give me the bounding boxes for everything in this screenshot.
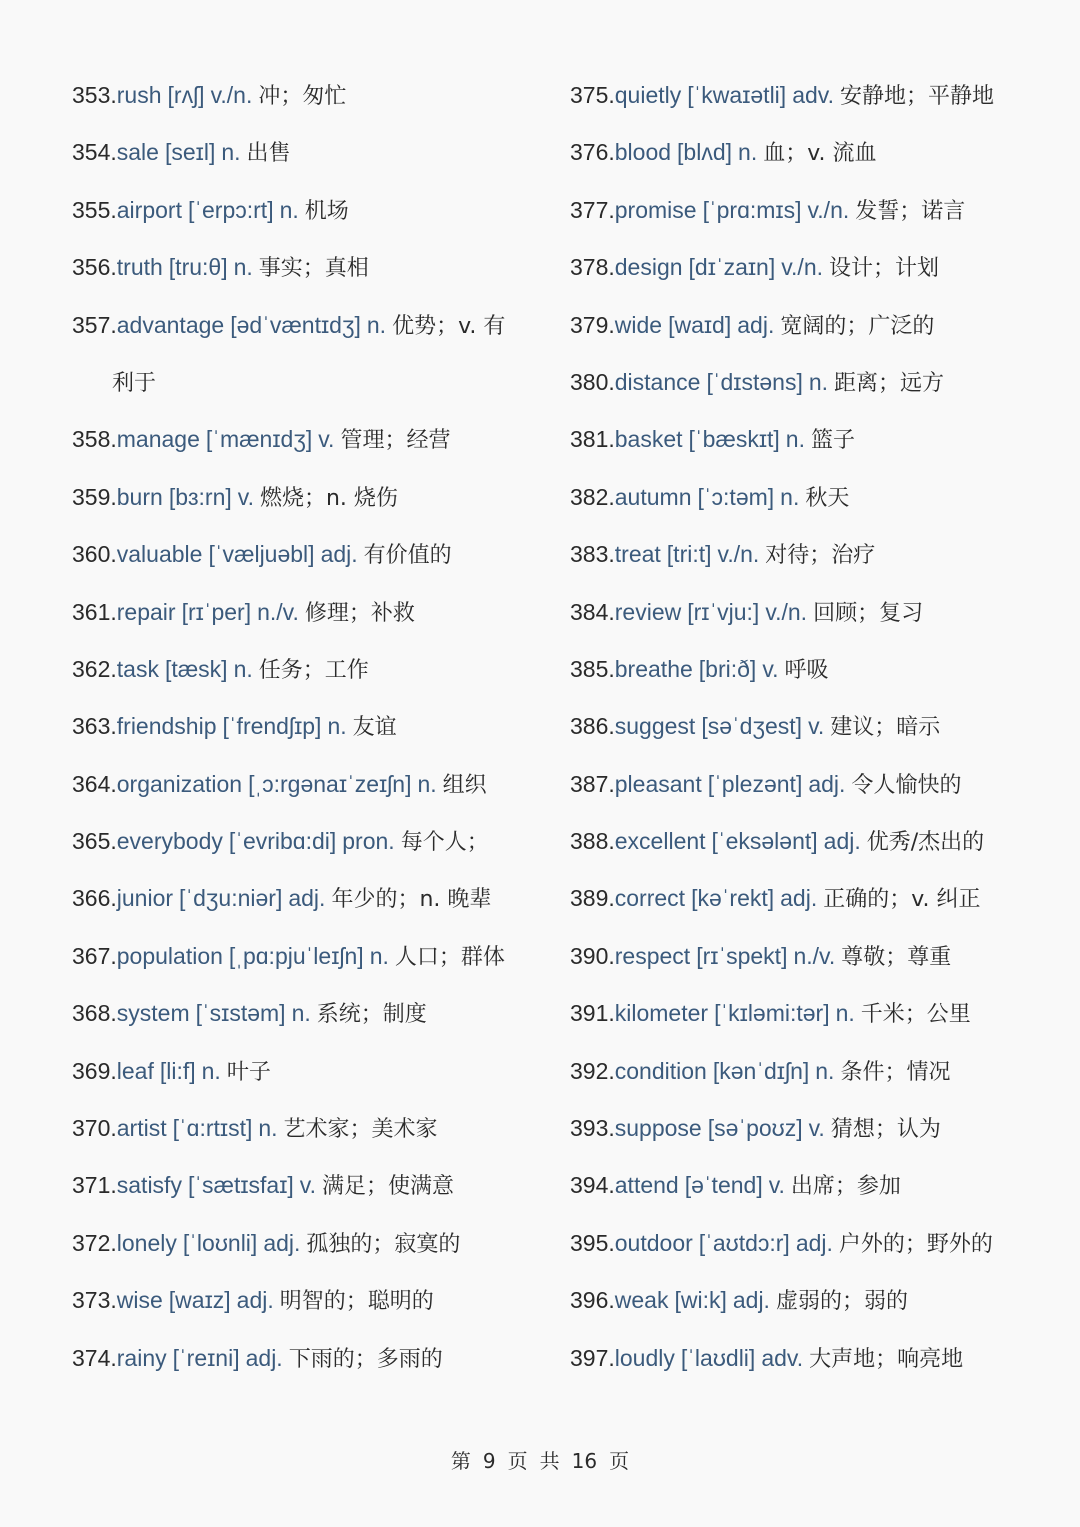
- vocab-number: 369.: [72, 1057, 117, 1084]
- vocab-word: rainy: [116, 1344, 167, 1371]
- vocab-definition: 呼吸: [784, 657, 829, 683]
- vocab-phonetic: [ˈmænɪdʒ]: [205, 426, 313, 453]
- vocab-phonetic: [tru:θ]: [168, 254, 228, 281]
- footer-di: 第: [450, 1449, 471, 1473]
- vocab-phonetic: [tæsk]: [164, 655, 228, 682]
- vocab-definition: 对待；治疗: [765, 543, 876, 569]
- vocab-part-of-speech: n.: [815, 1057, 835, 1084]
- vocab-definition: 户外的；野外的: [838, 1231, 993, 1257]
- vocab-entry: [570, 813, 1070, 870]
- vocab-definition-continued: 利于: [112, 370, 157, 396]
- vocab-definition: 每个人；: [400, 830, 489, 856]
- footer-gong: 共: [539, 1449, 560, 1473]
- vocab-number: 386.: [570, 713, 615, 740]
- vocab-entry: [570, 1330, 1070, 1387]
- vocab-part-of-speech: n.: [366, 311, 387, 338]
- vocab-part-of-speech: n.: [785, 426, 805, 453]
- vocab-part-of-speech: v./n.: [807, 196, 850, 223]
- vocab-word: burn: [116, 483, 163, 510]
- vocab-number: 370.: [72, 1115, 117, 1142]
- vocab-number: 364.: [72, 770, 117, 797]
- vocab-word: population: [116, 942, 223, 969]
- vocab-part-of-speech: v.: [318, 426, 335, 453]
- vocab-word: correct: [614, 885, 686, 912]
- vocab-word: leaf: [116, 1057, 154, 1084]
- vocab-phonetic: [rɪˈspekt]: [696, 942, 788, 969]
- vocab-number: 396.: [570, 1287, 615, 1314]
- vocab-phonetic: [ˈkɪləmi:tər]: [714, 1000, 830, 1027]
- vocab-definition: 建议；暗示: [830, 715, 941, 741]
- vocab-definition: 距离；远方: [834, 370, 945, 396]
- vocab-entry: [570, 354, 1070, 411]
- vocab-phonetic: [səˈpoʊz]: [707, 1115, 803, 1142]
- vocab-entry: [72, 182, 552, 239]
- vocab-number: 363.: [72, 713, 117, 740]
- vocab-part-of-speech: pron.: [342, 828, 395, 855]
- vocab-number: 395.: [570, 1229, 615, 1256]
- vocab-number: 383.: [570, 541, 615, 568]
- vocab-word: everybody: [116, 828, 223, 855]
- vocab-definition: 系统；制度: [316, 1002, 427, 1028]
- vocab-column-right: [570, 67, 1070, 1387]
- vocab-number: 358.: [72, 426, 117, 453]
- vocab-definition: 安静地；平静地: [839, 84, 994, 109]
- vocab-part-of-speech: adj.: [780, 885, 818, 912]
- vocab-definition: 篮子: [810, 428, 855, 454]
- vocab-definition: 虚弱的；弱的: [775, 1289, 908, 1315]
- vocab-entry: [72, 1330, 552, 1387]
- vocab-part-of-speech: v./n.: [781, 254, 824, 281]
- vocab-entry: [570, 756, 1070, 813]
- vocab-word: blood: [614, 139, 672, 166]
- vocab-part-of-speech: v./n.: [210, 82, 253, 108]
- vocab-word: loudly: [614, 1344, 675, 1371]
- vocab-phonetic: [blʌd]: [677, 139, 733, 166]
- vocab-part-of-speech: n.: [780, 483, 800, 510]
- vocab-entry: [72, 756, 552, 813]
- vocab-number: 354.: [72, 139, 117, 166]
- vocab-part-of-speech: n.: [233, 655, 253, 682]
- vocab-word: wide: [614, 311, 663, 338]
- vocab-entry: [72, 1043, 552, 1100]
- vocab-phonetic: [əˈtend]: [684, 1172, 763, 1199]
- vocab-entry: [72, 469, 552, 526]
- vocab-part-of-speech: n.: [221, 139, 241, 166]
- vocab-word: junior: [116, 885, 174, 912]
- vocab-definition: 大声地；响亮地: [809, 1346, 964, 1372]
- vocab-part-of-speech: adj.: [263, 1229, 301, 1256]
- vocab-word: system: [116, 1000, 190, 1027]
- vocab-word: friendship: [116, 713, 217, 740]
- vocab-number: 378.: [570, 254, 615, 281]
- vocab-word: respect: [614, 942, 691, 969]
- vocab-phonetic: [rɪˈvju:]: [687, 598, 760, 625]
- vocab-phonetic: [rʌʃ]: [167, 82, 205, 108]
- vocab-word: distance: [614, 368, 701, 395]
- vocab-definition: 管理；经营: [340, 428, 451, 454]
- vocab-phonetic: [ˈerpɔ:rt]: [187, 196, 274, 223]
- footer-total-pages: 16: [571, 1449, 598, 1473]
- vocab-word: advantage: [116, 311, 225, 338]
- vocab-definition: 条件；情况: [840, 1059, 951, 1085]
- vocab-definition: 事实；真相: [258, 256, 369, 282]
- vocab-word: treat: [614, 541, 661, 568]
- vocab-part-of-speech: n.: [233, 254, 253, 281]
- vocab-part-of-speech: v.: [808, 713, 825, 740]
- vocab-definition: 年少的；n. 晚辈: [331, 887, 492, 913]
- vocab-number: 366.: [72, 885, 117, 912]
- vocab-word: sale: [116, 139, 159, 166]
- vocab-number: 390.: [570, 942, 615, 969]
- vocab-entry: [72, 985, 552, 1042]
- vocab-entry: [570, 870, 1070, 927]
- vocab-phonetic: [ˌɔ:rgənaɪˈzeɪʃn]: [248, 770, 412, 797]
- vocab-phonetic: [ˈsætɪsfaɪ]: [187, 1172, 294, 1199]
- vocab-phonetic: [ˈeksələnt]: [711, 828, 818, 855]
- vocab-definition: 出席；参加: [790, 1174, 901, 1200]
- vocab-phonetic: [ˈaʊtdɔ:r]: [698, 1229, 790, 1256]
- vocab-word: lonely: [116, 1229, 177, 1256]
- vocab-definition: 孤独的；寂寞的: [306, 1231, 461, 1257]
- vocab-number: 377.: [570, 196, 615, 223]
- vocab-definition: 机场: [304, 198, 349, 224]
- vocab-entry: [72, 297, 552, 354]
- vocab-word: repair: [116, 598, 176, 625]
- vocab-word: review: [614, 598, 682, 625]
- vocab-part-of-speech: n.: [835, 1000, 855, 1027]
- vocab-phonetic: [ˈbæskɪt]: [688, 426, 780, 453]
- vocab-entry: [72, 870, 552, 927]
- vocab-word: organization: [116, 770, 243, 797]
- vocab-number: 384.: [570, 598, 615, 625]
- vocab-number: 375.: [570, 82, 615, 108]
- vocab-entry: [570, 928, 1070, 985]
- vocab-definition: 组织: [442, 772, 487, 798]
- vocab-part-of-speech: n.: [258, 1115, 278, 1142]
- vocab-column-left: [72, 67, 552, 1387]
- vocab-entry: [570, 1100, 1070, 1157]
- vocab-number: 376.: [570, 139, 615, 166]
- vocab-word: condition: [614, 1057, 707, 1084]
- vocab-number: 365.: [72, 828, 117, 855]
- vocab-phonetic: [ˈloʊnli]: [182, 1229, 258, 1256]
- vocab-definition: 血；v. 流血: [763, 141, 877, 167]
- vocab-phonetic: [ˈreɪni]: [172, 1344, 240, 1371]
- vocab-word: valuable: [116, 541, 203, 568]
- vocab-definition: 人口；群体: [394, 944, 505, 970]
- vocab-definition: 千米；公里: [860, 1002, 971, 1028]
- vocab-word: pleasant: [614, 770, 702, 797]
- vocab-part-of-speech: v./n.: [717, 541, 760, 568]
- vocab-phonetic: [ˈkwaɪətli]: [687, 82, 787, 108]
- vocab-number: 393.: [570, 1115, 615, 1142]
- vocab-phonetic: [dɪˈzaɪn]: [688, 254, 776, 281]
- vocab-number: 379.: [570, 311, 615, 338]
- vocab-phonetic: [kəˈrekt]: [691, 885, 775, 912]
- vocab-phonetic: [tri:t]: [666, 541, 712, 568]
- vocab-entry: [570, 1215, 1070, 1272]
- footer-ye: 页: [507, 1449, 528, 1473]
- vocab-part-of-speech: v.: [237, 483, 254, 510]
- vocab-part-of-speech: adj.: [795, 1229, 833, 1256]
- vocab-phonetic: [bɜ:rn]: [168, 483, 232, 510]
- vocab-part-of-speech: n.: [327, 713, 347, 740]
- vocab-part-of-speech: adj.: [823, 828, 861, 855]
- vocab-entry: [570, 698, 1070, 755]
- vocab-phonetic: [ˈplezənt]: [707, 770, 803, 797]
- vocab-entry: [72, 124, 552, 181]
- vocab-number: 367.: [72, 942, 117, 969]
- vocab-part-of-speech: adj.: [737, 311, 775, 338]
- vocab-phonetic: [ˌpɑ:pjuˈleɪʃn]: [228, 942, 364, 969]
- vocab-definition: 下雨的；多雨的: [288, 1346, 443, 1372]
- vocab-number: 387.: [570, 770, 615, 797]
- vocab-part-of-speech: n./v.: [257, 598, 299, 625]
- vocab-definition: 优秀/杰出的: [866, 830, 985, 856]
- vocab-number: 360.: [72, 541, 117, 568]
- vocab-definition: 秋天: [805, 485, 850, 511]
- vocab-definition: 明智的；聪明的: [279, 1289, 434, 1315]
- vocab-entry: [72, 239, 552, 296]
- vocab-phonetic: [rɪˈper]: [181, 598, 252, 625]
- vocab-definition: 任务；工作: [258, 657, 369, 683]
- vocab-number: 374.: [72, 1344, 117, 1371]
- vocab-part-of-speech: adj.: [320, 541, 358, 568]
- vocab-entry: [72, 411, 552, 468]
- vocab-entry: [72, 354, 552, 411]
- vocab-number: 372.: [72, 1229, 117, 1256]
- vocab-word: design: [614, 254, 683, 281]
- vocab-entry: [570, 641, 1070, 698]
- vocab-definition: 宽阔的；广泛的: [780, 313, 935, 339]
- vocab-word: truth: [116, 254, 163, 281]
- vocab-entry: [570, 67, 1070, 124]
- footer-page-number: 9: [482, 1449, 496, 1473]
- vocab-word: suppose: [614, 1115, 702, 1142]
- vocab-phonetic: [ˈevribɑ:di]: [228, 828, 337, 855]
- vocab-part-of-speech: adv.: [761, 1344, 804, 1371]
- vocab-part-of-speech: adj.: [732, 1287, 770, 1314]
- vocab-definition: 燃烧；n. 烧伤: [259, 485, 398, 511]
- vocab-phonetic: [kənˈdɪʃn]: [712, 1057, 810, 1084]
- vocab-phonetic: [ˈdʒu:niər]: [179, 885, 283, 912]
- vocab-number: 371.: [72, 1172, 117, 1199]
- vocab-number: 392.: [570, 1057, 615, 1084]
- vocab-definition: 艺术家；美术家: [283, 1117, 438, 1143]
- vocab-word: breathe: [614, 655, 693, 682]
- vocab-entry: [72, 1157, 552, 1214]
- vocab-number: 382.: [570, 483, 615, 510]
- vocab-number: 356.: [72, 254, 117, 281]
- vocab-word: airport: [116, 196, 182, 223]
- vocab-entry: [72, 928, 552, 985]
- vocab-entry: [72, 1100, 552, 1157]
- vocab-phonetic: [waɪd]: [668, 311, 732, 338]
- vocab-entry: [570, 1272, 1070, 1329]
- vocab-word: artist: [116, 1115, 167, 1142]
- vocab-phonetic: [seɪl]: [164, 139, 216, 166]
- vocab-entry: [72, 1215, 552, 1272]
- vocab-part-of-speech: adj.: [808, 770, 846, 797]
- vocab-part-of-speech: adj.: [245, 1344, 283, 1371]
- vocab-number: 385.: [570, 655, 615, 682]
- vocab-part-of-speech: adv.: [792, 82, 834, 108]
- vocab-part-of-speech: n.: [291, 1000, 311, 1027]
- vocab-phonetic: [ˈsɪstəm]: [195, 1000, 286, 1027]
- vocab-part-of-speech: n.: [417, 770, 437, 797]
- vocab-definition: 猜想；认为: [830, 1117, 941, 1143]
- vocab-number: 357.: [72, 311, 117, 338]
- vocab-entry: [570, 584, 1070, 641]
- vocab-phonetic: [ˈɑ:rtɪst]: [172, 1115, 253, 1142]
- vocab-part-of-speech: v./n.: [765, 598, 808, 625]
- vocab-part-of-speech: v.: [299, 1172, 316, 1199]
- vocab-entry: [570, 124, 1070, 181]
- vocab-definition: 设计；计划: [829, 256, 940, 282]
- vocab-phonetic: [li:f]: [159, 1057, 196, 1084]
- vocab-part-of-speech: n.: [738, 139, 758, 166]
- vocab-phonetic: [ˈprɑ:mɪs]: [702, 196, 802, 223]
- vocab-number: 353.: [72, 82, 117, 108]
- vocab-word: weak: [614, 1287, 669, 1314]
- vocab-entry: [570, 526, 1070, 583]
- vocab-definition: 正确的；v. 纠正: [823, 887, 981, 913]
- vocab-definition: 尊敬；尊重: [841, 944, 952, 970]
- vocab-word: task: [116, 655, 159, 682]
- vocab-part-of-speech: adj.: [288, 885, 326, 912]
- vocab-entry: [570, 411, 1070, 468]
- vocab-definition: 回顾；复习: [813, 600, 924, 626]
- vocab-phonetic: [ˈlaʊdli]: [680, 1344, 756, 1371]
- vocab-definition: 有价值的: [363, 543, 452, 569]
- vocab-definition: 优势；v. 有: [392, 313, 506, 339]
- vocab-phonetic: [ˈfrendʃɪp]: [222, 713, 322, 740]
- vocab-number: 359.: [72, 483, 117, 510]
- vocab-word: attend: [614, 1172, 679, 1199]
- vocab-definition: 出售: [246, 141, 291, 167]
- vocab-entry: [72, 67, 552, 124]
- vocab-part-of-speech: n.: [201, 1057, 221, 1084]
- vocab-definition: 满足；使满意: [321, 1174, 454, 1200]
- vocab-phonetic: [səˈdʒest]: [701, 713, 803, 740]
- page-footer: [0, 1445, 1080, 1474]
- vocab-phonetic: [ˈɔ:təm]: [697, 483, 775, 510]
- vocab-number: 391.: [570, 1000, 615, 1027]
- vocab-phonetic: [ədˈvæntɪdʒ]: [230, 311, 361, 338]
- vocab-entry: [72, 1272, 552, 1329]
- vocab-entry: [72, 698, 552, 755]
- vocab-word: promise: [614, 196, 697, 223]
- footer-ye-end: 页: [609, 1449, 630, 1473]
- vocab-word: outdoor: [614, 1229, 693, 1256]
- vocab-number: 394.: [570, 1172, 615, 1199]
- vocab-word: quietly: [614, 82, 682, 108]
- vocab-part-of-speech: v.: [808, 1115, 825, 1142]
- vocab-word: satisfy: [116, 1172, 182, 1199]
- vocab-definition: 叶子: [226, 1059, 271, 1085]
- vocab-number: 397.: [570, 1344, 615, 1371]
- vocab-word: manage: [116, 426, 200, 453]
- vocab-phonetic: [bri:ð]: [698, 655, 757, 682]
- vocab-part-of-speech: n./v.: [793, 942, 836, 969]
- vocab-word: suggest: [614, 713, 696, 740]
- vocab-number: 362.: [72, 655, 117, 682]
- vocab-entry: [570, 239, 1070, 296]
- vocab-entry: [570, 297, 1070, 354]
- vocab-definition: 令人愉快的: [851, 772, 962, 798]
- vocab-phonetic: [ˈvæljuəbl]: [208, 541, 315, 568]
- vocab-phonetic: [waɪz]: [168, 1287, 231, 1314]
- vocab-entry: [72, 584, 552, 641]
- vocab-part-of-speech: n.: [279, 196, 299, 223]
- vocab-entry: [570, 1043, 1070, 1100]
- vocab-word: basket: [614, 426, 683, 453]
- vocab-entry: [72, 526, 552, 583]
- vocab-number: 381.: [570, 426, 615, 453]
- vocab-entry: [570, 985, 1070, 1042]
- vocab-phonetic: [wi:k]: [674, 1287, 727, 1314]
- vocab-entry: [570, 182, 1070, 239]
- vocab-word: excellent: [614, 828, 706, 855]
- vocab-number: 355.: [72, 196, 117, 223]
- vocab-definition: 发誓；诺言: [855, 198, 966, 224]
- vocab-number: 361.: [72, 598, 117, 625]
- vocab-part-of-speech: n.: [369, 942, 389, 969]
- vocab-definition: 冲；匆忙: [258, 84, 347, 109]
- vocab-word: kilometer: [614, 1000, 709, 1027]
- vocab-number: 373.: [72, 1287, 117, 1314]
- vocab-entry: [72, 641, 552, 698]
- vocab-number: 380.: [570, 368, 615, 395]
- vocab-number: 388.: [570, 828, 615, 855]
- vocab-phonetic: [ˈdɪstəns]: [706, 368, 803, 395]
- vocab-part-of-speech: n.: [808, 368, 829, 395]
- vocab-entry: [72, 813, 552, 870]
- vocab-word: wise: [116, 1287, 163, 1314]
- vocab-part-of-speech: v.: [762, 655, 779, 682]
- vocab-word: autumn: [614, 483, 692, 510]
- vocab-part-of-speech: adj.: [236, 1287, 274, 1314]
- vocab-word: rush: [116, 82, 162, 108]
- vocab-entry: [570, 1157, 1070, 1214]
- vocab-definition: 修理；补救: [304, 600, 415, 626]
- vocab-part-of-speech: v.: [768, 1172, 785, 1199]
- vocab-definition: 友谊: [352, 715, 397, 741]
- vocab-number: 368.: [72, 1000, 117, 1027]
- vocab-number: 389.: [570, 885, 615, 912]
- vocab-entry: [570, 469, 1070, 526]
